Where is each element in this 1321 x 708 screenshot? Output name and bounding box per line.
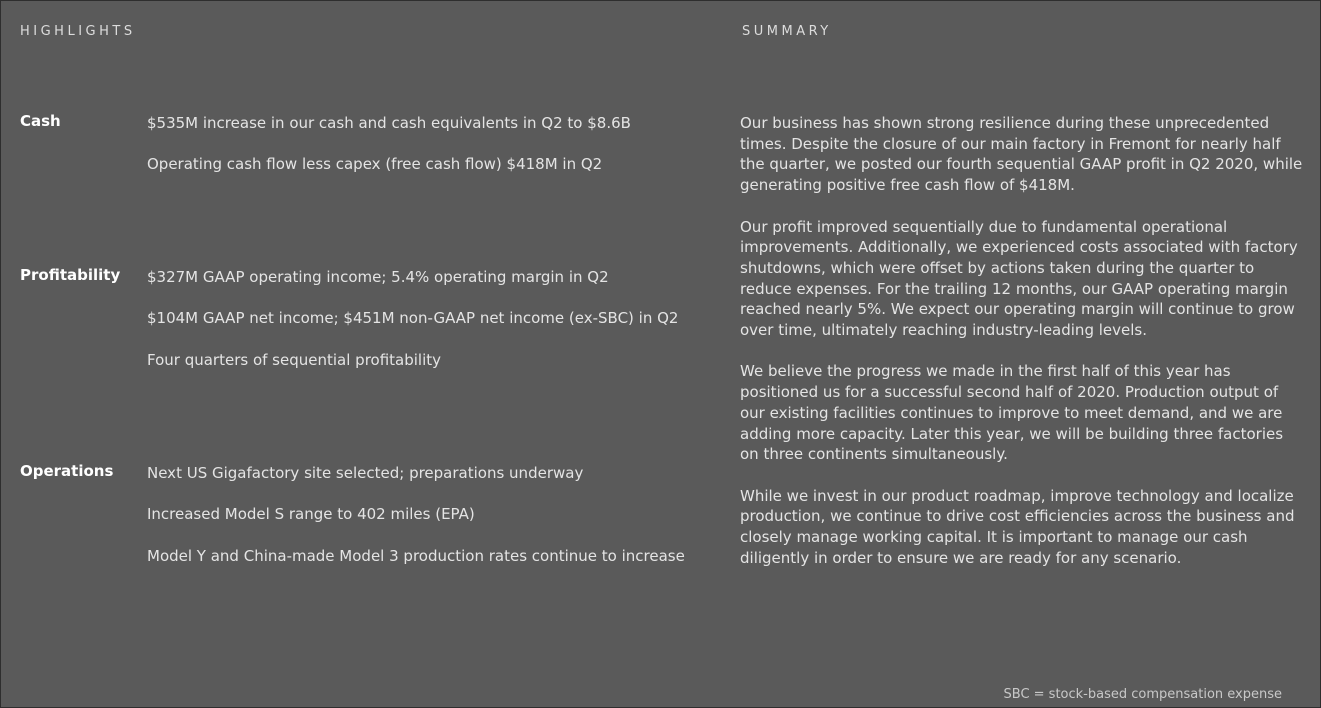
summary-paragraph-3: We believe the progress we made in the first half of this year has positioned us for a successful second half of 2020. Production output of our existing facilities continues to improve to meet demand, and we are adding more capacity. Later this year, we will be building three factories on three continents simultaneously. bbox=[740, 362, 1284, 464]
profitability-item-2: $104M GAAP net income; $451M non-GAAP net income (ex-SBC) in Q2 bbox=[147, 309, 679, 327]
category-operations: Operations bbox=[20, 462, 114, 480]
summary-heading: SUMMARY bbox=[742, 24, 832, 39]
operations-item-3: Model Y and China-made Model 3 production rates continue to increase bbox=[147, 547, 685, 565]
category-cash: Cash bbox=[20, 112, 61, 130]
category-profitability: Profitability bbox=[20, 266, 121, 284]
operations-item-1: Next US Gigafactory site selected; preparations underway bbox=[147, 464, 584, 482]
summary-paragraph-2: Our profit improved sequentially due to fundamental operational improvements. Additionally, we experienced costs associated with factory shutdowns, which were offset by actions taken during the quarter to reduce expenses. For the trailing 12 months, our GAAP operating margin reached nearly 5%. We expect our operating margin will continue to grow over time, ultimately reaching industry-leading levels. bbox=[740, 217, 1298, 340]
summary-paragraph-4: While we invest in our product roadmap, improve technology and localize production, we continue to drive cost efficiencies across the business and closely manage working capital. It is important to manage our cash diligently in order to ensure we are ready for any scenario. bbox=[740, 486, 1295, 567]
summary-body bbox=[740, 113, 1305, 589]
profitability-item-3: Four quarters of sequential profitability bbox=[147, 351, 442, 369]
operations-item-2: Increased Model S range to 402 miles (EPA) bbox=[147, 505, 475, 523]
highlights-heading: HIGHLIGHTS bbox=[20, 24, 136, 39]
footnote: SBC = stock-based compensation expense bbox=[1003, 687, 1282, 702]
cash-item-1: $535M increase in our cash and cash equivalents in Q2 to $8.6B bbox=[147, 114, 631, 132]
cash-item-2: Operating cash flow less capex (free cash flow) $418M in Q2 bbox=[147, 155, 603, 173]
profitability-item-1: $327M GAAP operating income; 5.4% operating margin in Q2 bbox=[147, 268, 609, 286]
summary-paragraph-1: Our business has shown strong resilience during these unprecedented times. Despite the closure of our main factory in Fremont for nearly half the quarter, we posted our fourth sequential GAAP profit in Q2 2020, while generating positive free cash flow of $418M. bbox=[740, 114, 1303, 195]
